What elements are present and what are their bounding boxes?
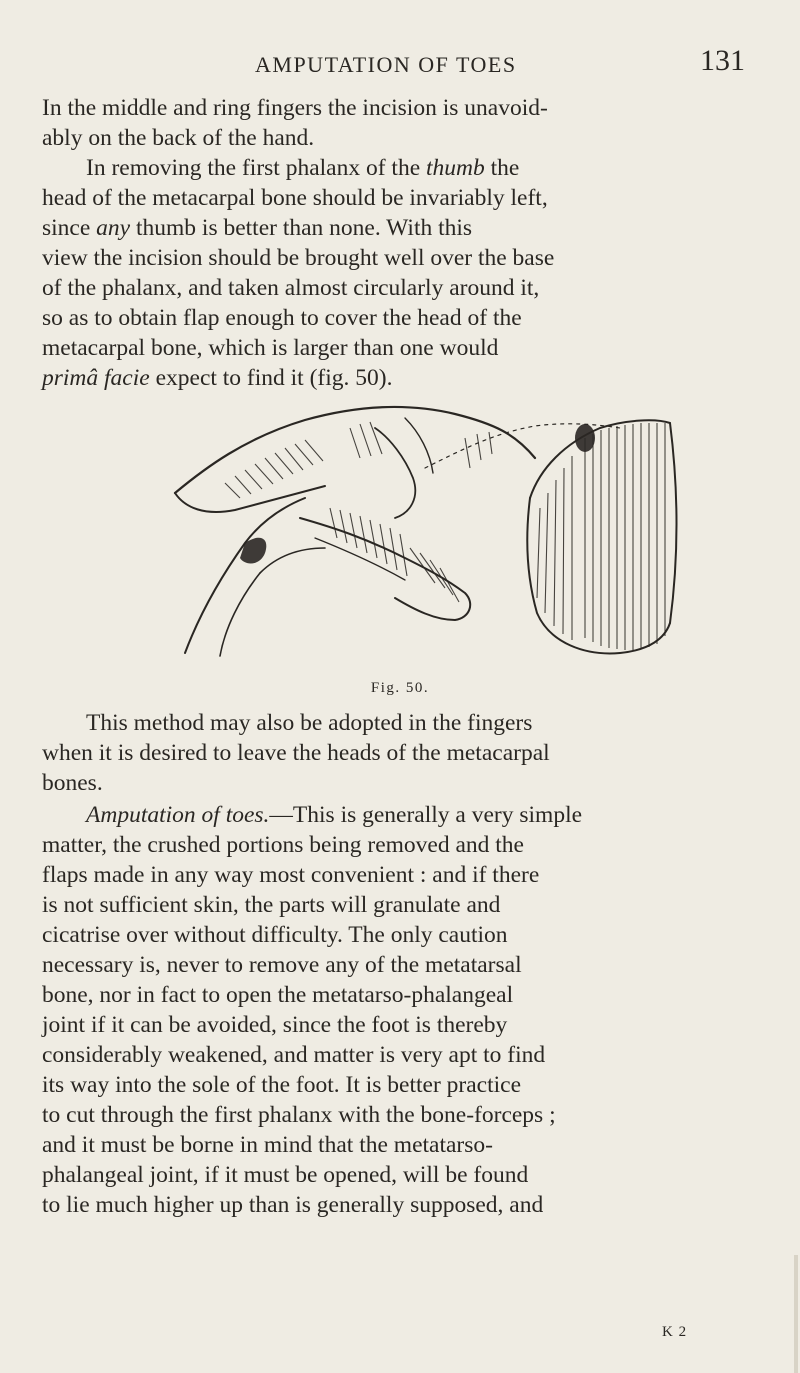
- text-line: [42, 213, 740, 243]
- italic-text: Amputation of toes.: [86, 802, 270, 828]
- text-line: [42, 830, 740, 860]
- text-run: is not sufficient skin, the parts will granulate and: [42, 892, 501, 918]
- text-line: [42, 153, 740, 183]
- text-line: [42, 243, 740, 273]
- text-run: matter, the crushed portions being removed and the: [42, 832, 524, 858]
- text-line: [42, 1040, 740, 1070]
- text-line: [42, 123, 740, 153]
- text-run: bones.: [42, 770, 103, 796]
- text-line: [42, 273, 740, 303]
- text-run: metacarpal bone, which is larger than one would: [42, 335, 499, 361]
- signature-mark: K 2: [662, 1324, 688, 1340]
- text-run: head of the metacarpal bone should be invariably left,: [42, 185, 548, 211]
- text-line: [42, 1160, 740, 1190]
- text-line: [42, 183, 740, 213]
- text-run: phalangeal joint, if it must be opened, will be found: [42, 1162, 529, 1188]
- italic-text: thumb: [426, 155, 485, 181]
- text-line: [42, 303, 740, 333]
- text-run: flaps made in any way most convenient : and if there: [42, 862, 540, 888]
- text-run: In removing the first phalanx of the: [86, 155, 427, 181]
- italic-text: primâ facie: [42, 365, 150, 391]
- figure-caption: Fig. 50.: [370, 680, 430, 696]
- text-line: [42, 1190, 740, 1220]
- text-line: [42, 890, 740, 920]
- text-run: This method may also be adopted in the fingers: [86, 710, 533, 736]
- text-run: when it is desired to leave the heads of the metacarpal: [42, 740, 550, 766]
- text-line: [42, 93, 740, 123]
- text-run: so as to obtain flap enough to cover the head of the: [42, 305, 522, 331]
- paragraph-method: [42, 708, 740, 798]
- text-line: [42, 1100, 740, 1130]
- text-run: the: [484, 155, 520, 181]
- text-line: [42, 950, 740, 980]
- text-line: [42, 980, 740, 1010]
- text-line: [42, 800, 740, 830]
- text-line: [42, 333, 740, 363]
- italic-text: any: [96, 215, 131, 241]
- hand-engraving-icon: [165, 398, 685, 660]
- text-run: and it must be borne in mind that the metatarso-: [42, 1132, 493, 1158]
- running-head: [255, 44, 745, 84]
- text-run: thumb is better than none. With this: [130, 215, 473, 241]
- text-run: since: [42, 215, 97, 241]
- page-number: 131: [700, 44, 745, 77]
- text-line: [42, 708, 740, 738]
- text-line: [42, 860, 740, 890]
- text-run: ably on the back of the hand.: [42, 125, 315, 151]
- paragraph-amputation-of-toes: [42, 800, 740, 1220]
- text-line: [42, 363, 740, 393]
- text-run: In the middle and ring fingers the incision is unavoid-: [42, 95, 548, 121]
- text-run: view the incision should be brought well over the base: [42, 245, 555, 271]
- text-line: [42, 1130, 740, 1160]
- text-run: to lie much higher up than is generally supposed, and: [42, 1192, 544, 1218]
- text-run: cicatrise over without difficulty. The only caution: [42, 922, 508, 948]
- text-run: joint if it can be avoided, since the foot is thereby: [42, 1012, 508, 1038]
- text-line: [42, 768, 740, 798]
- text-line: [42, 1070, 740, 1100]
- text-line: [42, 738, 740, 768]
- text-run: to cut through the first phalanx with the bone-forceps ;: [42, 1102, 556, 1128]
- text-run: bone, nor in fact to open the metatarso-phalangeal: [42, 982, 514, 1008]
- text-run: expect to find it (fig. 50).: [149, 365, 393, 391]
- running-title: AMPUTATION OF TOES: [255, 52, 517, 77]
- text-line: [42, 1010, 740, 1040]
- text-run: of the phalanx, and taken almost circularly around it,: [42, 275, 540, 301]
- text-line: [42, 920, 740, 950]
- text-run: —This is generally a very simple: [269, 802, 583, 828]
- paragraph-thumb: [42, 93, 740, 393]
- text-run: necessary is, never to remove any of the metatarsal: [42, 952, 522, 978]
- page-edge-mark: [794, 1255, 798, 1373]
- text-run: considerably weakened, and matter is very apt to find: [42, 1042, 546, 1068]
- figure-50: [165, 398, 685, 660]
- text-run: its way into the sole of the foot. It is better practice: [42, 1072, 521, 1098]
